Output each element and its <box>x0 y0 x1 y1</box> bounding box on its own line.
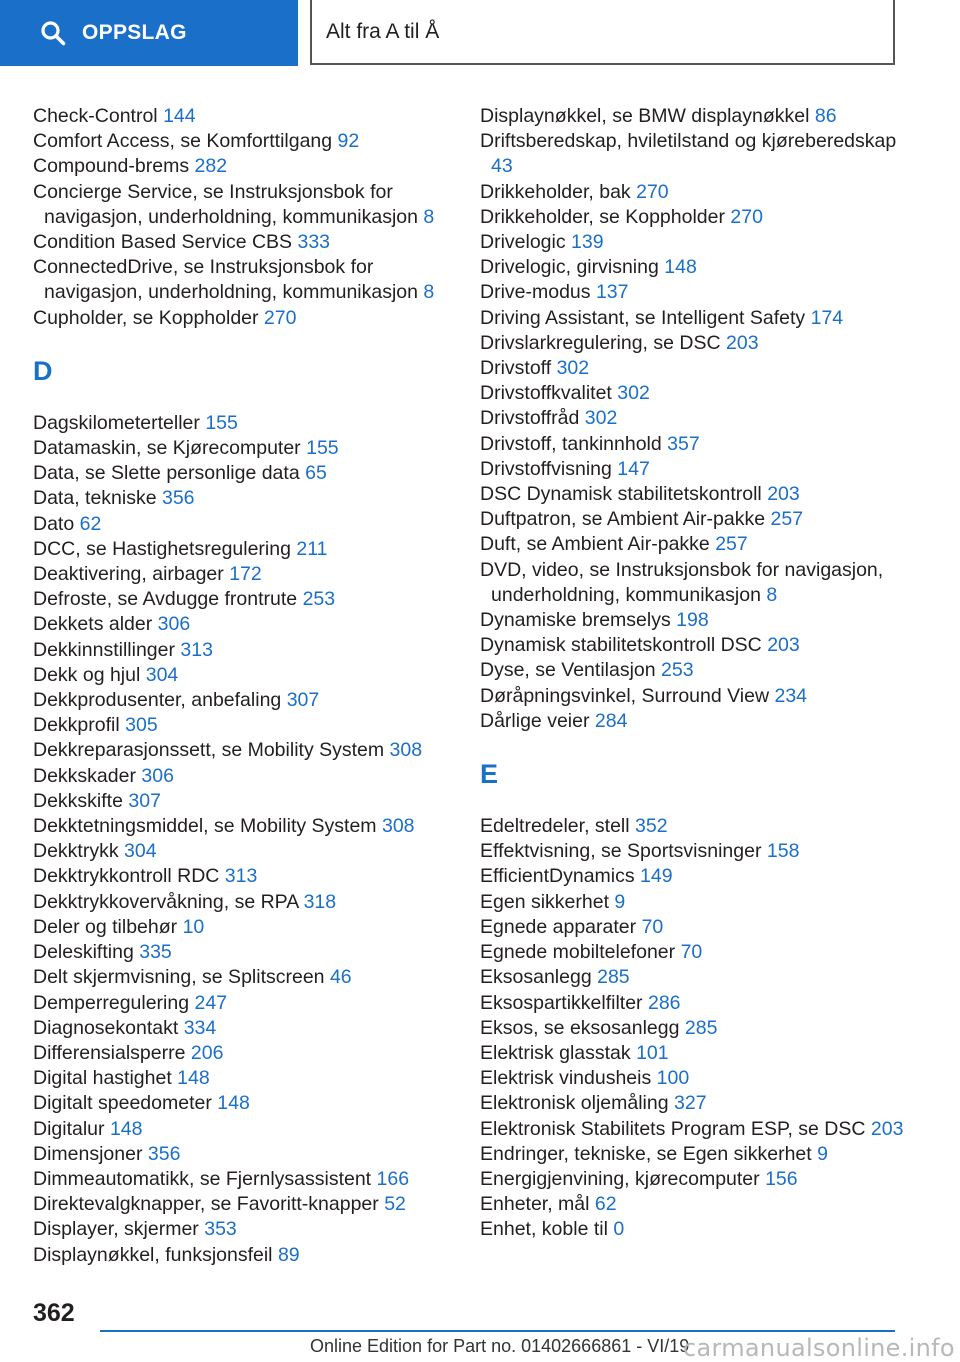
page-link[interactable]: 203 <box>726 331 759 354</box>
page-link[interactable]: 211 <box>296 537 328 560</box>
page-link[interactable]: 285 <box>684 1016 718 1039</box>
page-link[interactable]: 174 <box>810 306 844 329</box>
entry-text: Egen sikkerhet <box>480 890 609 913</box>
index-entry <box>33 306 453 331</box>
page-link[interactable]: 286 <box>647 991 681 1014</box>
index-entry <box>480 991 920 1016</box>
entry-text: Duftpatron, se Ambient Air-pakke <box>480 508 766 531</box>
entry-text: Elektronisk Stabilitets Program ESP, se DSC <box>480 1117 866 1140</box>
page-link[interactable]: 302 <box>556 357 590 380</box>
entry-text: Dekkprofil <box>33 714 120 737</box>
index-entry <box>480 684 920 709</box>
index-entry <box>33 255 453 305</box>
entry-text: Defroste, se Avdugge frontrute <box>33 588 298 611</box>
index-entry <box>33 738 453 763</box>
page-link[interactable]: 100 <box>656 1067 690 1090</box>
page-link[interactable]: 335 <box>139 941 172 964</box>
index-entry <box>33 436 453 461</box>
index-entry <box>480 1217 920 1242</box>
entry-text: Dekktrykkovervåkning, se RPA <box>33 890 299 913</box>
page-link[interactable]: 284 <box>594 709 628 732</box>
page-link[interactable]: 356 <box>147 1142 181 1165</box>
entry-text: Døråpningsvinkel, Surround View <box>480 684 770 707</box>
entry-text: Dimensjoner <box>33 1142 143 1165</box>
page-link[interactable]: 147 <box>617 457 650 480</box>
index-entry <box>33 129 453 154</box>
entry-text: Dato <box>33 512 75 535</box>
entry-text: Drivstoffråd <box>480 407 580 430</box>
page-link[interactable]: 257 <box>715 533 748 556</box>
watermark: carmanualsonline.info <box>683 1334 955 1362</box>
page-link[interactable]: 144 <box>163 105 196 127</box>
entry-text: Displaynøkkel, se BMW displaynøkkel <box>480 105 810 127</box>
entry-text: Drivslarkregulering, se DSC <box>480 331 721 354</box>
index-entry <box>480 1142 920 1167</box>
index-entry <box>480 1192 920 1217</box>
page-link[interactable]: 306 <box>141 764 174 787</box>
entry-text: Dekkskader <box>33 764 136 787</box>
entry-text: Driving Assistant, se Intelligent Safety <box>480 306 806 329</box>
index-entry <box>480 280 920 305</box>
entry-text: Concierge Service, se Instruksjonsbok for navigasjon, underholdning, kommunikasjon <box>33 180 418 228</box>
entry-text: Deler og tilbehør <box>33 915 178 938</box>
index-entry <box>480 432 920 457</box>
page-link[interactable]: 89 <box>277 1243 300 1266</box>
page-link[interactable]: 357 <box>667 432 700 455</box>
index-entry <box>33 1167 453 1192</box>
entry-text: Elektrisk glasstak <box>480 1041 631 1064</box>
entry-text: Dekkskifte <box>33 789 123 812</box>
page-link[interactable]: 313 <box>224 865 258 888</box>
index-entry <box>33 612 453 637</box>
index-entry <box>480 839 920 864</box>
entry-text: Dekk og hjul <box>33 663 141 686</box>
index-entry <box>33 940 453 965</box>
index-entry <box>480 306 920 331</box>
index-entry <box>480 104 920 129</box>
page-link[interactable]: 203 <box>870 1117 904 1140</box>
page-link[interactable]: 166 <box>376 1167 410 1190</box>
index-entry <box>33 864 453 889</box>
index-entry <box>480 890 920 915</box>
entry-text: Diagnosekontakt <box>33 1016 179 1039</box>
page-link[interactable]: 353 <box>204 1218 237 1241</box>
page-link[interactable]: 8 <box>423 205 435 228</box>
page-link[interactable]: 9 <box>817 1142 828 1165</box>
entry-text: Dekkets alder <box>33 613 153 636</box>
index-entry <box>480 1167 920 1192</box>
entry-text: Eksospartikkelfilter <box>480 991 643 1014</box>
index-entry <box>33 537 453 562</box>
entry-text: Dekktrykk <box>33 840 119 863</box>
entry-text: Differensialsperre <box>33 1041 186 1064</box>
page-link[interactable]: 270 <box>636 180 669 203</box>
index-entry <box>33 562 453 587</box>
index-entry <box>480 814 920 839</box>
index-entry <box>480 331 920 356</box>
index-entry <box>33 1016 453 1041</box>
footer-divider <box>100 1330 895 1332</box>
page-link[interactable]: 203 <box>767 634 800 657</box>
page-link[interactable]: 62 <box>594 1193 617 1216</box>
page-link[interactable]: 70 <box>641 915 664 938</box>
page-link[interactable]: 8 <box>766 583 778 606</box>
index-entry <box>480 205 920 230</box>
search-tab[interactable] <box>0 0 298 66</box>
page-link[interactable]: 149 <box>640 865 673 888</box>
entry-text: Condition Based Service CBS <box>33 231 293 254</box>
entry-text: Dyse, se Ventilasjon <box>480 659 656 682</box>
page-link[interactable]: 302 <box>617 382 650 405</box>
page-link[interactable]: 247 <box>194 991 228 1014</box>
page-link[interactable]: 304 <box>145 663 179 686</box>
index-entry <box>33 814 453 839</box>
index-entry <box>480 230 920 255</box>
entry-text: Drivstoffvisning <box>480 457 612 480</box>
entry-text: Direktevalgknapper, se Favoritt-knapper <box>33 1193 379 1216</box>
index-entry <box>33 638 453 663</box>
search-tab-label: OPPSLAG <box>82 21 187 44</box>
entry-text: Displayer, skjermer <box>33 1218 199 1241</box>
entry-text: Dynamisk stabilitetskontroll DSC <box>480 634 762 657</box>
page-link[interactable]: 172 <box>229 563 262 586</box>
page-link[interactable]: 158 <box>766 840 800 863</box>
page-link[interactable]: 282 <box>194 155 228 178</box>
index-entry <box>33 1142 453 1167</box>
page-link[interactable]: 0 <box>613 1218 625 1241</box>
edition-label: Online Edition for Part no. 01402666861 - VI/19 <box>310 1336 690 1356</box>
entry-text: DVD, video, se Instruksjonsbok for navigasjon, underholdning, kommunikasjon <box>480 558 884 606</box>
index-entry <box>33 713 453 738</box>
index-entry <box>480 356 920 381</box>
entry-text: Driftsberedskap, hviletilstand og kjøreberedskap <box>480 130 897 153</box>
page-link[interactable]: 352 <box>635 815 668 838</box>
index-entry <box>33 154 453 179</box>
page-link[interactable]: 101 <box>636 1041 669 1064</box>
index-entry <box>480 1066 920 1091</box>
index-entry <box>480 1016 920 1041</box>
page-link[interactable]: 234 <box>774 684 808 707</box>
index-entry <box>33 1192 453 1217</box>
page-link[interactable]: 327 <box>674 1092 707 1115</box>
entry-text: Digitalur <box>33 1117 105 1140</box>
entry-text: Dårlige veier <box>480 709 590 732</box>
index-entry <box>33 411 453 436</box>
page-link[interactable]: 334 <box>183 1016 217 1039</box>
entry-text: Drikkeholder, bak <box>480 180 631 203</box>
entry-text: Comfort Access, se Komforttilgang <box>33 130 333 153</box>
index-entry <box>33 1243 453 1268</box>
entry-text: Effektvisning, se Sportsvisninger <box>480 840 762 863</box>
entry-text: Demperregulering <box>33 991 190 1014</box>
page-link[interactable]: 8 <box>423 281 435 304</box>
page-link[interactable]: 253 <box>661 659 694 682</box>
entry-text: Egnede apparater <box>480 915 637 938</box>
index-entry <box>33 1041 453 1066</box>
index-entry <box>33 486 453 511</box>
entry-text: Dimmeautomatikk, se Fjernlysassistent <box>33 1167 372 1190</box>
index-entry <box>33 461 453 486</box>
page-link[interactable]: 333 <box>297 231 331 254</box>
page-link[interactable]: 270 <box>263 306 297 329</box>
index-entry <box>33 587 453 612</box>
index-entry <box>33 1217 453 1242</box>
entry-text: Displaynøkkel, funksjonsfeil <box>33 1243 273 1266</box>
page-link[interactable]: 148 <box>664 256 697 279</box>
index-entry <box>480 1117 920 1142</box>
index-entry <box>33 991 453 1016</box>
entry-text: Enheter, mål <box>480 1193 590 1216</box>
index-entry <box>33 764 453 789</box>
page-link[interactable]: 270 <box>730 205 763 228</box>
index-entry <box>33 663 453 688</box>
index-entry <box>33 512 453 537</box>
entry-text: Dagskilometerteller <box>33 411 200 434</box>
page-link[interactable]: 62 <box>79 512 102 535</box>
page-link[interactable]: 305 <box>125 714 158 737</box>
entry-text: Data, se Slette personlige data <box>33 462 300 485</box>
index-entry <box>33 230 453 255</box>
page-link[interactable]: 257 <box>770 508 804 531</box>
page-link[interactable]: 43 <box>491 155 513 178</box>
page-link[interactable]: 285 <box>597 966 630 989</box>
entry-text: Cupholder, se Koppholder <box>33 306 259 329</box>
section-letter: D <box>33 355 53 386</box>
index-entry <box>33 965 453 990</box>
page-link[interactable]: 302 <box>584 407 618 430</box>
index-entry <box>480 915 920 940</box>
index-entry <box>480 965 920 990</box>
page-link[interactable]: 155 <box>205 411 238 434</box>
page-link[interactable]: 203 <box>767 483 800 506</box>
page-link[interactable]: 206 <box>190 1041 224 1064</box>
entry-text: Dekkinnstillinger <box>33 638 175 661</box>
page-link[interactable]: 307 <box>286 689 320 712</box>
index-entry <box>480 482 920 507</box>
page-link[interactable]: 155 <box>306 437 339 460</box>
entry-text: EfficientDynamics <box>480 865 635 888</box>
entry-text: Data, tekniske <box>33 487 157 510</box>
index-entry <box>480 532 920 557</box>
index-entry <box>480 1041 920 1066</box>
entry-text: Egnede mobiltelefoner <box>480 941 676 964</box>
index-entry <box>480 381 920 406</box>
entry-text: Dynamiske bremselys <box>480 609 671 632</box>
entry-text: Deaktivering, airbager <box>33 563 224 586</box>
entry-text: Drivstoffkvalitet <box>480 382 612 405</box>
page-link[interactable]: 10 <box>182 915 205 938</box>
index-entry <box>33 688 453 713</box>
page-link[interactable]: 306 <box>157 613 191 636</box>
page-link[interactable]: 46 <box>329 966 352 989</box>
entry-text: DSC Dynamisk stabilitetskontroll <box>480 483 762 506</box>
page-number: 362 <box>33 1299 75 1327</box>
entry-text: Enhet, koble til <box>480 1218 608 1241</box>
entry-text: ConnectedDrive, se Instruksjonsbok for navigasjon, underholdning, kommunikasjon <box>33 256 418 304</box>
index-entry <box>33 1066 453 1091</box>
page-link[interactable]: 308 <box>389 739 423 762</box>
page-link[interactable]: 86 <box>814 105 837 127</box>
index-entry <box>480 709 920 734</box>
entry-text: Dekkreparasjonssett, se Mobility System <box>33 739 385 762</box>
entry-text: Drivelogic, girvisning <box>480 256 659 279</box>
page-title: Alt fra A til Å <box>310 0 895 65</box>
entry-text: Endringer, tekniske, se Egen sikkerhet <box>480 1142 812 1165</box>
entry-text: Duft, se Ambient Air-pakke <box>480 533 710 556</box>
index-entry <box>33 789 453 814</box>
index-entry <box>33 1091 453 1116</box>
index-entry <box>480 864 920 889</box>
entry-text: Energigjenvining, kjørecomputer <box>480 1167 760 1190</box>
index-entry <box>480 129 920 179</box>
index-column-right <box>480 104 920 1243</box>
page-header <box>0 0 960 66</box>
section-letter: E <box>480 759 499 790</box>
page-link[interactable]: 253 <box>302 588 336 611</box>
page-link[interactable]: 356 <box>161 487 195 510</box>
entry-text: Delt skjermvisning, se Splitscreen <box>33 966 325 989</box>
page-link[interactable]: 148 <box>217 1092 250 1115</box>
index-entry <box>480 406 920 431</box>
page-link[interactable]: 9 <box>614 890 626 913</box>
search-icon <box>40 20 66 46</box>
entry-text: Dekktetningsmiddel, se Mobility System <box>33 815 377 838</box>
entry-text: Elektrisk vindusheis <box>480 1067 652 1090</box>
page-link[interactable]: 148 <box>177 1067 210 1090</box>
entry-text: Dekktrykkontroll RDC <box>33 865 220 888</box>
index-entry <box>33 839 453 864</box>
index-entry <box>480 608 920 633</box>
page-link[interactable]: 137 <box>595 281 629 304</box>
index-entry <box>480 255 920 280</box>
page-link[interactable]: 304 <box>124 840 157 863</box>
entry-text: Compound-brems <box>33 155 190 178</box>
entry-text: Digital hastighet <box>33 1067 172 1090</box>
index-entry <box>480 507 920 532</box>
entry-text: Drikkeholder, se Koppholder <box>480 205 725 228</box>
entry-text: Drivstoff, tankinnhold <box>480 432 662 455</box>
entry-text: Datamaskin, se Kjørecomputer <box>33 437 301 460</box>
entry-text: Elektronisk oljemåling <box>480 1092 669 1115</box>
page-link[interactable]: 70 <box>680 941 703 964</box>
page-link[interactable]: 65 <box>305 462 327 485</box>
page-link[interactable]: 148 <box>109 1117 143 1140</box>
entry-text: Deleskifting <box>33 941 134 964</box>
index-entry <box>480 1091 920 1116</box>
index-entry <box>480 457 920 482</box>
entry-text: Drivstoff <box>480 357 552 380</box>
index-entry <box>33 104 453 129</box>
page-link[interactable]: 313 <box>180 638 213 661</box>
page-link[interactable]: 308 <box>381 815 415 838</box>
entry-text: Dekkprodusenter, anbefaling <box>33 689 282 712</box>
index-column-left <box>33 104 453 1268</box>
index-entry <box>480 658 920 683</box>
entry-text: Digitalt speedometer <box>33 1092 212 1115</box>
index-entry <box>480 940 920 965</box>
page-link[interactable]: 139 <box>571 231 604 254</box>
entry-text: Eksosanlegg <box>480 966 592 989</box>
index-entry <box>33 1117 453 1142</box>
entry-text: Drive-modus <box>480 281 591 304</box>
page-link[interactable]: 92 <box>337 130 360 153</box>
index-entry <box>33 915 453 940</box>
entry-text: Edeltredeler, stell <box>480 815 630 838</box>
page-link[interactable]: 52 <box>384 1193 406 1216</box>
entry-text: Drivelogic <box>480 231 566 254</box>
index-entry <box>480 633 920 658</box>
index-entry <box>33 180 453 230</box>
entry-text: Check-Control <box>33 105 158 127</box>
index-entry <box>480 558 920 608</box>
index-entry <box>33 890 453 915</box>
entry-text: Eksos, se eksosanlegg <box>480 1016 680 1039</box>
page-link[interactable]: 198 <box>676 609 709 632</box>
page-link[interactable]: 156 <box>765 1167 798 1190</box>
index-entry <box>480 180 920 205</box>
page-link[interactable]: 318 <box>303 890 337 913</box>
entry-text: DCC, se Hastighetsregulering <box>33 537 291 560</box>
page-link[interactable]: 307 <box>128 789 161 812</box>
